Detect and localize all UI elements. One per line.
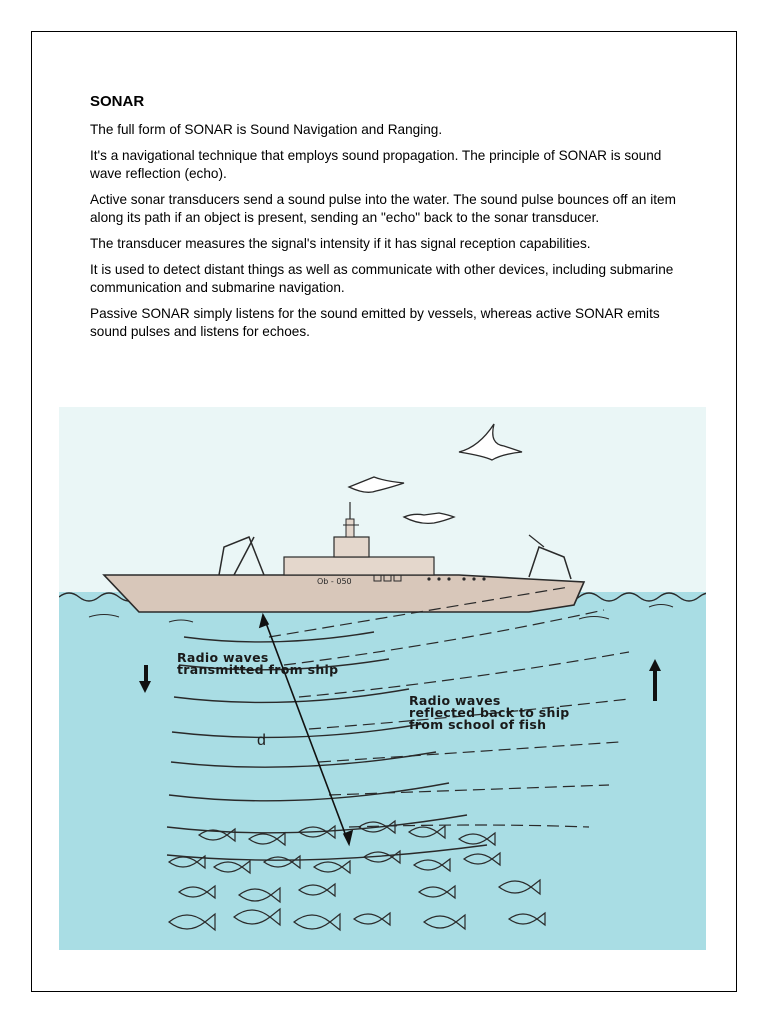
reflected-label-line1: Radio waves xyxy=(409,693,501,708)
paragraph-full-form: The full form of SONAR is Sound Navigation and Ranging. xyxy=(90,122,443,137)
page-title: SONAR xyxy=(90,93,145,110)
transmitted-label-line2: transmitted from ship xyxy=(177,662,339,677)
paragraph-transducer: The transducer measures the signal's intensity if it has signal reception capabilities. xyxy=(90,236,591,251)
sonar-illustration-svg xyxy=(59,407,706,950)
transmitted-label-line1: Radio waves xyxy=(177,650,269,665)
distance-label: d xyxy=(257,732,266,749)
sea-water xyxy=(59,592,706,950)
document-body xyxy=(90,92,680,349)
sonar-illustration xyxy=(59,407,706,950)
reflected-label-line2: reflected back to ship xyxy=(409,705,570,720)
paragraph-active-sonar: Active sonar transducers send a sound pulse into the water. The sound pulse bounces off an item along its path if an object is present, sending an "echo" back to the sonar transducer. xyxy=(90,192,676,225)
reflected-label-line3: from school of fish xyxy=(409,717,547,732)
paragraph-principle: It's a navigational technique that employs sound propagation. The principle of SONAR is sound wave reflection (echo). xyxy=(90,148,662,181)
ship-marking: Ob - 050 xyxy=(317,577,352,586)
paragraph-uses: It is used to detect distant things as well as communicate with other devices, including submarine communication and submarine navigation. xyxy=(90,262,674,295)
paragraph-passive-vs-active: Passive SONAR simply listens for the sound emitted by vessels, whereas active SONAR emits sound pulses and listens for echoes. xyxy=(90,306,660,339)
